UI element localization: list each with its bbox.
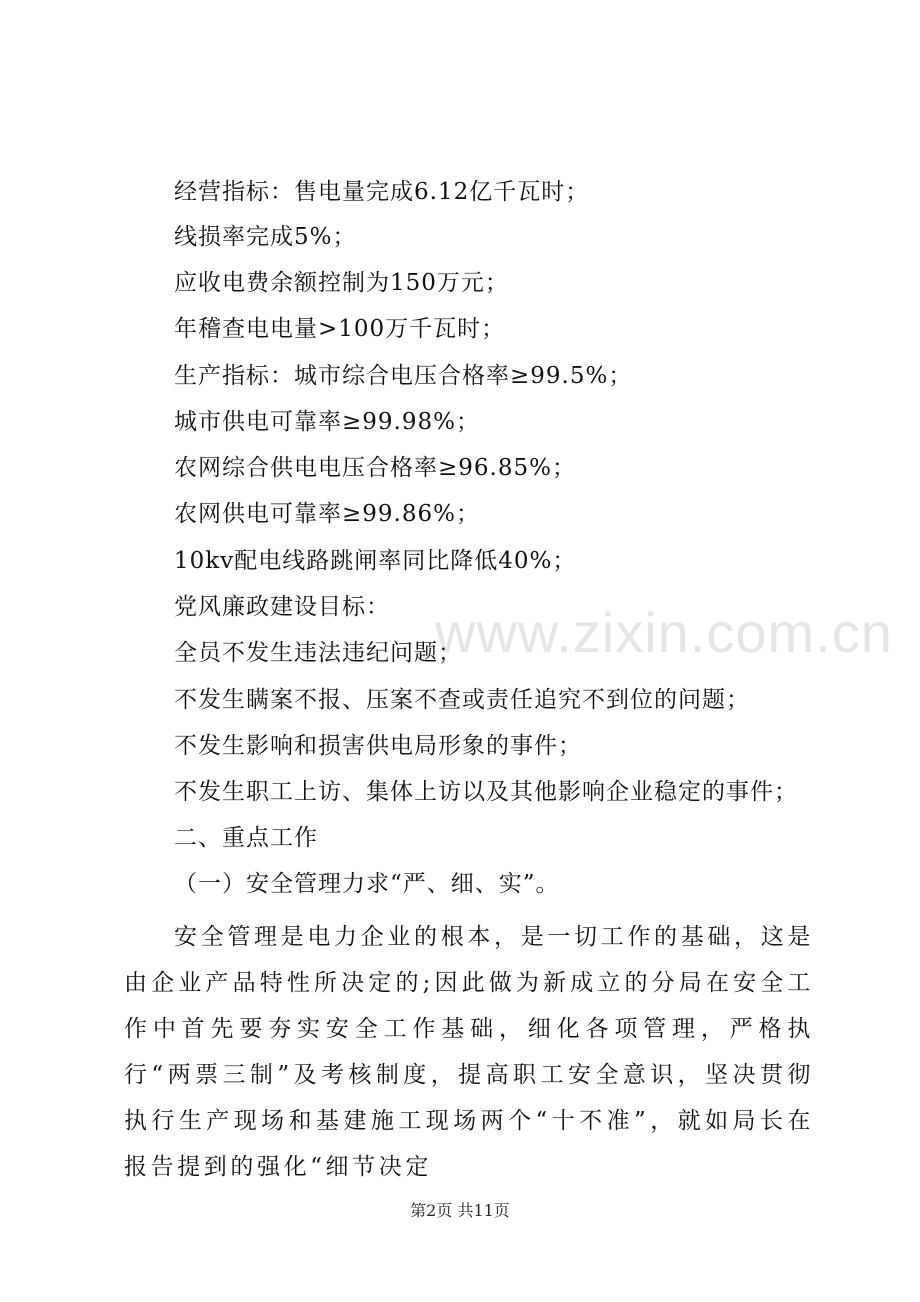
section-heading: 二、重点工作 [174, 825, 318, 851]
subsection-heading: （一）安全管理力求“严、细、实”。 [174, 871, 560, 897]
text-line: 农网供电可靠率≥99.86%； [174, 501, 480, 527]
text-line: 不发生影响和损害供电局形象的事件； [174, 733, 582, 759]
body-paragraph: 安全管理是电力企业的根本，是一切工作的基础，这是由企业产品特性所决定的;因此做为新成立的分局在安全工作中首先要夯实安全工作基础，细化各项管理，严格执行“两票三制”及考核制度，提高职工安全意识，坚决贯彻执行生产现场和基建施工现场两个“十不准”，就如局长在报告提到的强化“细节决定 [124, 924, 814, 1180]
text-line: 线损率完成5%； [174, 224, 357, 250]
text-line: 全员不发生违法违纪问题； [174, 640, 462, 666]
text-line: 年稽查电电量>100万千瓦时； [174, 316, 506, 342]
text-line: 经营指标：售电量完成6.12亿千瓦时； [174, 179, 590, 205]
text-line: 10kv配电线路跳闸率同比降低40%； [174, 548, 577, 574]
text-line: 不发生职工上访、集体上访以及其他影响企业稳定的事件； [174, 779, 798, 805]
text-line: 生产指标：城市综合电压合格率≥99.5%； [174, 363, 633, 389]
watermark: www.zixin.com.cn [435, 601, 893, 664]
text-line: 农网综合供电电压合格率≥96.85%； [174, 455, 576, 481]
page-footer: 第2页 共11页 [410, 1201, 510, 1220]
text-line: 城市供电可靠率≥99.98%； [174, 409, 480, 435]
text-line: 不发生瞒案不报、压案不查或责任追究不到位的问题； [174, 687, 750, 713]
text-line: 党风廉政建设目标： [174, 594, 390, 620]
text-line: 应收电费余额控制为150万元； [174, 270, 509, 296]
